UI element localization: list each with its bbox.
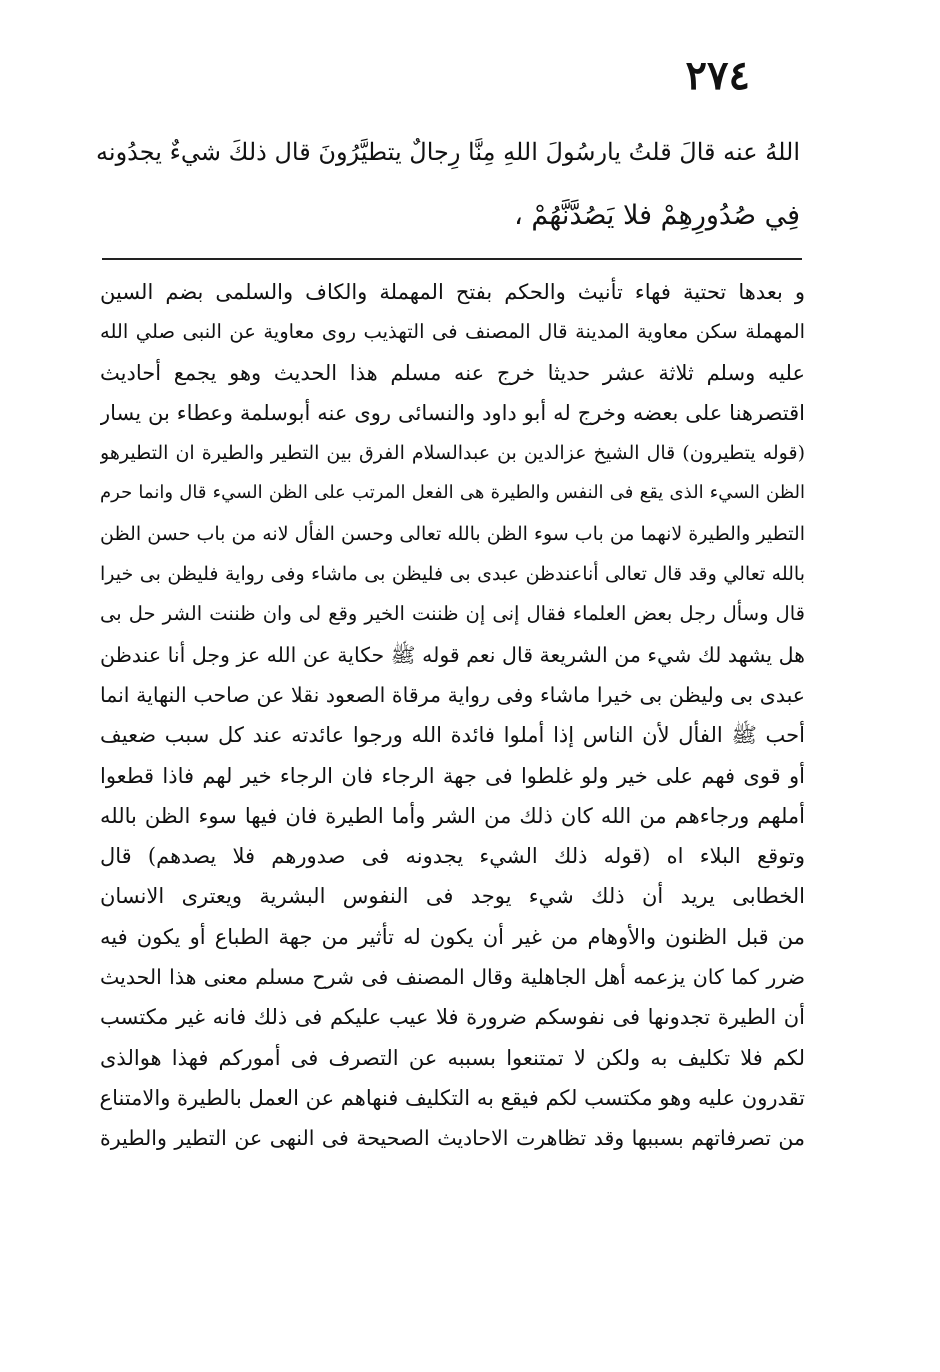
commentary-line: من تصرفاتهم بسببها وقد تظاهرت الاحاديث الصحيحة فى النهى عن التطير والطيرة	[100, 1126, 805, 1151]
commentary-line: المهملة سكن معاوية المدينة قال المصنف فى التهذيب روى معاوية عن النبى صلي الله	[100, 320, 805, 344]
commentary-text	[100, 272, 805, 1159]
commentary-line: ضرر كما كان يزعمه أهل الجاهلية وقال المصنف فى شرح مسلم معنى هذا الحديث	[100, 965, 805, 990]
commentary-line: تقدرون عليه وهو مكتسب لكم فيقع به التكليف فنهاهم عن العمل بالطيرة والامتناع	[100, 1085, 805, 1110]
commentary-line: أو قوى فهم على خير ولو غلطوا فى جهة الرجاء فان الرجاء خير لهم فاذا قطعوا	[100, 763, 805, 788]
commentary-line: اقتصرهنا على بعضه وخرج له أبو داود والنسائى روى عنه أبوسلمة وعطاء بن يسار	[100, 400, 805, 425]
commentary-line: التطير والطيرة لانهما من باب سوء الظن بالله تعالى وحسن الفأل لانه من باب حسن الظن	[100, 522, 805, 545]
page-number: ٢٧٤	[685, 52, 750, 99]
hadith-text	[95, 120, 800, 248]
section-divider	[102, 258, 802, 260]
commentary-line: عبدى بى وليظن بى خيرا ماشاء وفى رواية مرقاة الصعود نقلا عن صاحب النهاية انما	[100, 682, 805, 707]
commentary-line: قال وسأل رجل بعض العلماء فقال إنى إن ظننت الخير وقع لى وان ظننت الشر حل بى	[100, 602, 805, 626]
commentary-line: عليه وسلم ثلاثة عشر حديثا خرج عنه مسلم هذا الحديث وهو يجمع أحاديث	[100, 360, 805, 385]
commentary-line: أملهم ورجاءهم من الله كان ذلك من الشر وأما الطيرة فان فيها سوء الظن بالله	[100, 803, 805, 828]
commentary-line: هل يشهد لك شيء من الشريعة قال نعم قوله ﷺ حكاية عن الله عز وجل أنا عندظن	[100, 642, 805, 667]
hadith-line: اللهُ عنه قالَ قلتُ يارسُولَ اللهِ مِنَّا رِجالٌ يتطيَّرُونَ قال ذلكَ شيءٌ يجدُونه	[96, 138, 800, 166]
commentary-line: من قبل الظنون والأوهام من غير أن يكون له تأثير من جهة الطباع أو يكون فيه	[100, 924, 805, 949]
commentary-line: الخطابى يريد أن ذلك شيء يوجد فى النفوس البشرية ويعترى الانسان	[100, 884, 805, 909]
commentary-line: و بعدها تحتية فهاء تأنيث والحكم بفتح المهملة والكاف والسلمى بضم السين	[100, 280, 805, 304]
commentary-line: الظن السيء الذى يقع فى النفس والطيرة هى الفعل المرتب على الظن السيء قال وانما حرم	[100, 482, 805, 504]
commentary-line: أحب ﷺ الفأل لأن الناس إذا أملوا فائدة الله ورجوا عائدته عند كل سبب ضعيف	[100, 723, 805, 748]
commentary-line: وتوقع البلاء اه (قوله ذلك الشيء يجدونه فى صدورهم فلا يصدهم) قال	[100, 844, 805, 869]
hadith-line: فِي صُدُورِهِمْ فلا يَصُدَّنَّهُمْ ،	[514, 200, 800, 231]
commentary-line: (قوله يتطيرون) قال الشيخ عزالدين بن عبدالسلام الفرق بين التطير والطيرة ان التطيرهو	[100, 442, 805, 465]
commentary-line: بالله تعالي وقد قال تعالى أناعندظن عبدى بى فليظن بى ماشاء وفى رواية فليظن بى خيرا	[100, 563, 805, 586]
commentary-line: أن الطيرة تجدونها فى نفوسكم ضرورة فلا عيب عليكم فى ذلك فانه غير مكتسب	[100, 1005, 805, 1030]
commentary-line: لكم فلا تكليف به ولكن لا تمتنعوا بسببه عن التصرف فى أموركم فهذا هوالذى	[100, 1045, 805, 1070]
